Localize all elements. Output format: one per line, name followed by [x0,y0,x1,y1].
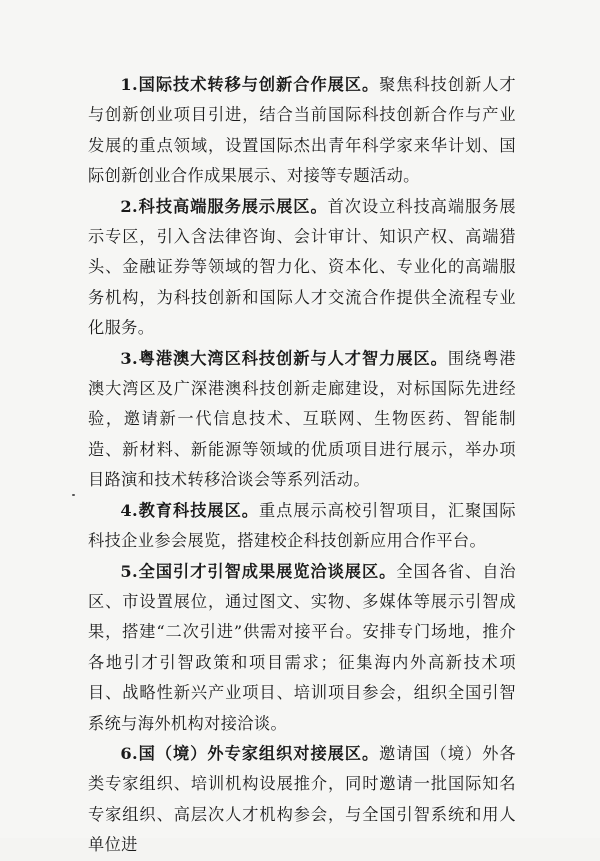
paragraph-6-body: 邀请国（境）外各类专家组织、培训机构设展推介，同时邀请一批国际知名专家组织、高层次人才机构参会，与全国引智系统和用人单位进 [88,743,516,855]
paragraph-2-body: 首次设立科技高端服务展示专区，引入含法律咨询、会计审计、知识产权、高端猎头、金融证券等领域的智力化、资本化、专业化的高端服务机构，为科技创新和国际人才交流合作提供全流程专业化服务。 [88,196,516,338]
paragraph-4 [88,496,516,557]
paragraph-1-heading: 1.国际技术转移与创新合作展区。 [120,75,380,94]
paragraph-6-heading: 6.国（境）外专家组织对接展区。 [120,743,380,763]
paragraph-5 [88,557,516,739]
paragraph-1 [88,70,516,192]
paragraph-3 [88,344,516,496]
paragraph-3-heading: 3.粤港澳大湾区科技创新与人才智力展区。 [120,348,448,368]
paragraph-1-body: 聚焦科技创新人才与创新创业项目引进，结合当前国际科技创新合作与产业发展的重点领域，设置国际杰出青年科学家来华计划、国际创新创业合作成果展示、对接等专题活动。 [88,75,516,186]
scan-speck [72,494,75,496]
paragraph-2-heading: 2.科技高端服务展示展区。 [120,196,328,216]
paragraph-5-heading: 5.全国引才引智成果展览洽谈展区。 [120,561,397,581]
paragraph-6 [88,739,516,861]
paragraph-2 [88,192,516,344]
paragraph-4-heading: 4.教育科技展区。 [120,500,259,520]
paragraph-4-body: 重点展示高校引智项目，汇聚国际科技企业参会展览，搭建校企科技创新应用合作平台。 [88,500,517,551]
document-body [88,70,516,861]
paragraph-5-body: 全国各省、自治区、市设置展位，通过图文、实物、多媒体等展示引智成果，搭建“二次引进”供需对接平台。安排专门场地，推介各地引才引智政策和项目需求；征集海内外高新技术项目、战略性新兴产业项目、培训项目参会，组织全国引智系统与海外机构对接洽谈。 [88,561,516,733]
paragraph-3-body: 围绕粤港澳大湾区及广深港澳科技创新走廊建设，对标国际先进经验，邀请新一代信息技术、互联网、生物医药、智能制造、新材料、新能源等领域的优质项目进行展示，举办项目路演和技术转移洽谈会等系列活动。 [88,348,516,490]
